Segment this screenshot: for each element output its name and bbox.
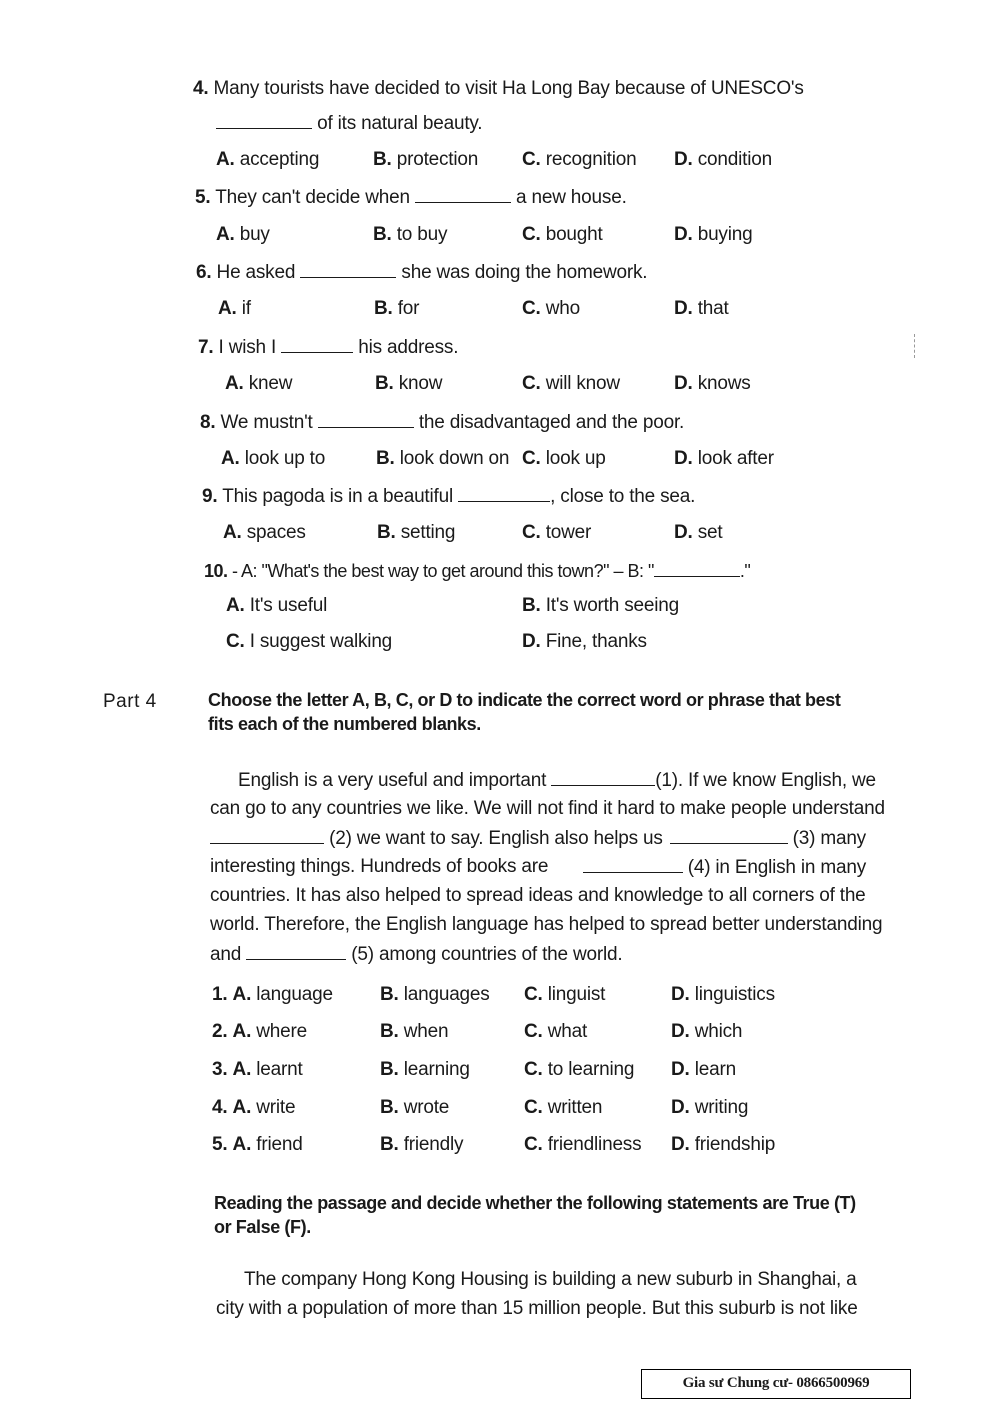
part4-instruction: Choose the letter A, B, C, or D to indicate the correct word or phrase that best fits each of the numbered blanks.: [208, 690, 841, 734]
question-text-cont: of its natural beauty.: [317, 113, 483, 134]
option-d[interactable]: D. learn: [671, 1059, 736, 1080]
option-d[interactable]: D. buying: [674, 224, 753, 245]
option-d[interactable]: D. knows: [674, 373, 751, 394]
option-a[interactable]: A. buy: [216, 224, 270, 245]
part-label: Part 4: [103, 691, 157, 712]
passage-text: (1). If we know English, we: [655, 770, 876, 791]
passage-text: (3) many: [792, 828, 866, 849]
passage-text: English is a very useful and important: [238, 770, 547, 791]
question-number: 4.: [193, 78, 209, 99]
option-c[interactable]: C. will know: [522, 373, 620, 394]
option-a[interactable]: A. if: [218, 298, 251, 319]
option-d[interactable]: D. that: [674, 298, 729, 319]
question-text-cont: the disadvantaged and the poor.: [418, 412, 685, 433]
answer-blank[interactable]: [300, 261, 396, 278]
question-text: I wish I: [218, 337, 277, 358]
passage-text: countries. It has also helped to spread ideas and knowledge to all corners of the: [210, 885, 866, 906]
option-c[interactable]: C. I suggest walking: [226, 631, 393, 652]
option-b[interactable]: B. protection: [373, 149, 479, 170]
question-text-cont: , close to the sea.: [550, 486, 696, 507]
passage-text: world. Therefore, the English language has helped to spread better understanding: [210, 914, 883, 935]
question-text: Many tourists have decided to visit Ha Long Bay because of UNESCO's: [213, 78, 804, 99]
option-a[interactable]: A. look up to: [221, 448, 326, 469]
question-text: He asked: [216, 262, 296, 283]
answer-blank[interactable]: [458, 485, 550, 502]
answer-blank[interactable]: [654, 560, 740, 577]
option-c[interactable]: C. bought: [522, 224, 603, 245]
option-a[interactable]: A. knew: [225, 373, 293, 394]
answer-blank[interactable]: [415, 186, 511, 203]
option-d[interactable]: D. condition: [674, 149, 772, 170]
reading-text: The company Hong Kong Housing is building a new suburb in Shanghai, a: [244, 1269, 857, 1290]
blank-4[interactable]: [583, 856, 683, 873]
passage-text: and: [210, 944, 242, 965]
option-d[interactable]: D. friendship: [671, 1134, 776, 1155]
footer-tutor-contact: Gia sư Chung cư- 0866500969: [641, 1369, 911, 1399]
option-d[interactable]: D. set: [674, 522, 723, 543]
passage-text: can go to any countries we like. We will not find it hard to make people understand: [210, 798, 885, 819]
option-a[interactable]: 1. A. language: [212, 984, 333, 1005]
question-text: We mustn't: [220, 412, 313, 433]
option-c[interactable]: C. who: [522, 298, 580, 319]
option-c[interactable]: C. to learning: [524, 1059, 635, 1080]
option-b[interactable]: B. look down on: [376, 448, 510, 469]
option-b[interactable]: B. setting: [377, 522, 456, 543]
question-number: 10.: [204, 561, 228, 581]
option-a[interactable]: 4. A. write: [212, 1097, 296, 1118]
answer-blank[interactable]: [216, 112, 312, 129]
option-b[interactable]: B. when: [380, 1021, 449, 1042]
answer-blank[interactable]: [318, 411, 414, 428]
option-d[interactable]: D. Fine, thanks: [522, 631, 647, 652]
option-c[interactable]: C. look up: [522, 448, 606, 469]
option-a[interactable]: A. spaces: [223, 522, 306, 543]
option-c[interactable]: C. linguist: [524, 984, 606, 1005]
answer-blank[interactable]: [281, 336, 353, 353]
question-text-cont: his address.: [358, 337, 459, 358]
passage-text: (5) among countries of the world.: [351, 944, 623, 965]
question-number: 9.: [202, 486, 218, 507]
option-c[interactable]: C. written: [524, 1097, 603, 1118]
option-b[interactable]: B. learning: [380, 1059, 470, 1080]
option-d[interactable]: D. look after: [674, 448, 774, 469]
passage-text: interesting things. Hundreds of books are: [210, 856, 549, 877]
option-a[interactable]: 5. A. friend: [212, 1134, 303, 1155]
question-text-cont: a new house.: [516, 187, 627, 208]
option-a[interactable]: A. It's useful: [226, 595, 328, 616]
option-c[interactable]: C. what: [524, 1021, 588, 1042]
option-a[interactable]: 2. A. where: [212, 1021, 307, 1042]
question-text: - A: "What's the best way to get around this town?" – B: ": [232, 561, 654, 581]
blank-2[interactable]: [210, 827, 324, 844]
question-number: 7.: [198, 337, 214, 358]
option-c[interactable]: C. friendliness: [524, 1134, 642, 1155]
option-d[interactable]: D. writing: [671, 1097, 749, 1118]
option-a[interactable]: A. accepting: [216, 149, 320, 170]
option-d[interactable]: D. which: [671, 1021, 743, 1042]
option-b[interactable]: B. It's worth seeing: [522, 595, 679, 616]
reading-text: city with a population of more than 15 million people. But this suburb is not like: [216, 1298, 858, 1319]
passage-text: (2) we want to say. English also helps us: [329, 828, 663, 849]
question-text: They can't decide when: [215, 187, 410, 208]
option-c[interactable]: C. tower: [522, 522, 592, 543]
option-b[interactable]: B. friendly: [380, 1134, 464, 1155]
option-b[interactable]: B. to buy: [373, 224, 448, 245]
blank-5[interactable]: [246, 943, 346, 960]
question-text-cont: she was doing the homework.: [401, 262, 648, 283]
option-c[interactable]: C. recognition: [522, 149, 637, 170]
passage-text: (4) in English in many: [687, 857, 866, 878]
option-a[interactable]: 3. A. learnt: [212, 1059, 303, 1080]
option-b[interactable]: B. languages: [380, 984, 490, 1005]
scan-mark: [914, 334, 916, 358]
blank-1[interactable]: [551, 769, 655, 786]
question-number: 5.: [195, 187, 211, 208]
question-number: 6.: [196, 262, 212, 283]
blank-3[interactable]: [670, 827, 788, 844]
option-b[interactable]: B. know: [375, 373, 443, 394]
question-text-cont: .": [739, 561, 751, 581]
question-number: 8.: [200, 412, 216, 433]
question-text: This pagoda is in a beautiful: [222, 486, 454, 507]
reading-instruction: Reading the passage and decide whether the following statements are True (T) or False (F).: [214, 1193, 856, 1237]
option-b[interactable]: B. wrote: [380, 1097, 450, 1118]
option-d[interactable]: D. linguistics: [671, 984, 775, 1005]
option-b[interactable]: B. for: [374, 298, 420, 319]
